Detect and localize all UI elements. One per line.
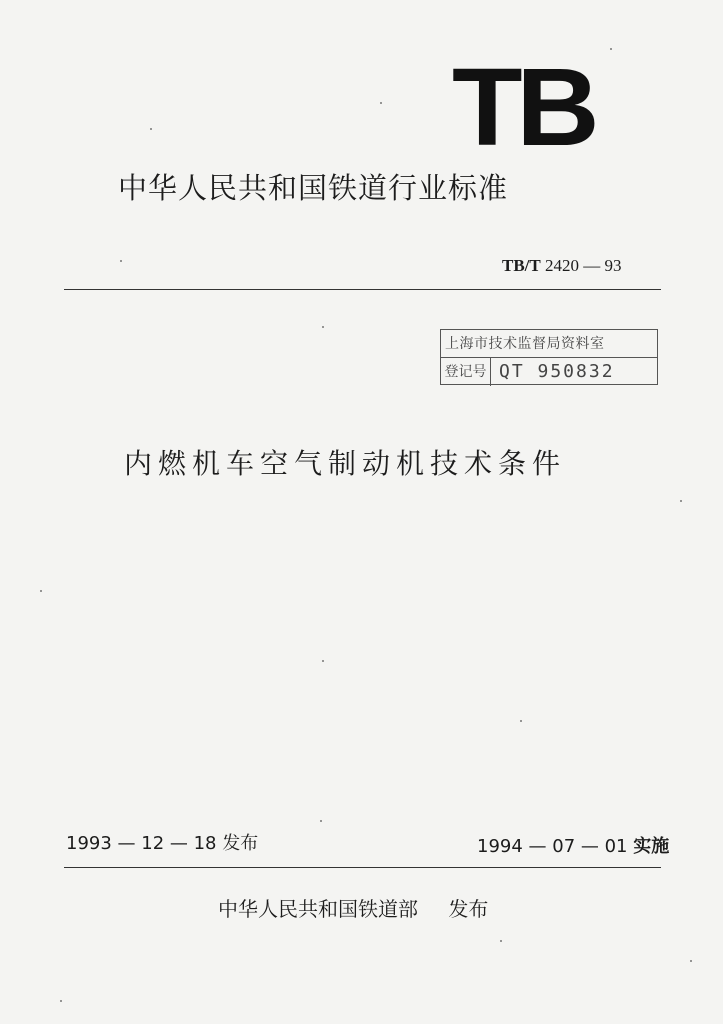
publisher-name: 中华人民共和国铁道部	[218, 897, 418, 921]
release-date	[66, 829, 258, 855]
scan-speck	[322, 660, 324, 662]
scan-speck	[680, 500, 682, 502]
scan-speck	[380, 102, 382, 104]
publisher-action: 发布	[448, 897, 489, 921]
bottom-divider	[64, 867, 661, 868]
stamp-header: 上海市技术监督局资料室	[441, 330, 657, 358]
stamp-label: 登记号	[441, 358, 491, 386]
scan-speck	[322, 326, 324, 328]
tb-logo: TB	[452, 46, 594, 169]
scan-speck	[610, 48, 612, 50]
release-date-value: 1993 — 12 — 18	[66, 833, 217, 854]
standard-code-number: 2420 — 93	[545, 256, 622, 275]
scan-speck	[120, 260, 122, 262]
stamp-value: QT 950832	[499, 361, 615, 382]
release-action: 发布	[222, 833, 259, 854]
publisher	[218, 893, 488, 922]
scan-speck	[520, 720, 522, 722]
scan-speck	[500, 940, 502, 942]
org-title: 中华人民共和国铁道行业标准	[118, 171, 509, 205]
stamp-registration-row	[441, 358, 657, 386]
document-title: 内燃机车空气制动机技术条件	[124, 447, 567, 480]
scan-speck	[150, 128, 152, 130]
standard-code-prefix: TB/T	[502, 256, 541, 275]
top-divider	[64, 289, 661, 290]
scan-speck	[690, 960, 692, 962]
effective-date	[477, 832, 669, 858]
scan-speck	[40, 590, 42, 592]
standard-code	[502, 256, 622, 276]
scan-speck	[320, 820, 322, 822]
effective-date-value: 1994 — 07 — 01	[477, 836, 628, 857]
effective-action: 实施	[633, 836, 670, 857]
registration-stamp	[440, 329, 658, 385]
scan-speck	[60, 1000, 62, 1002]
